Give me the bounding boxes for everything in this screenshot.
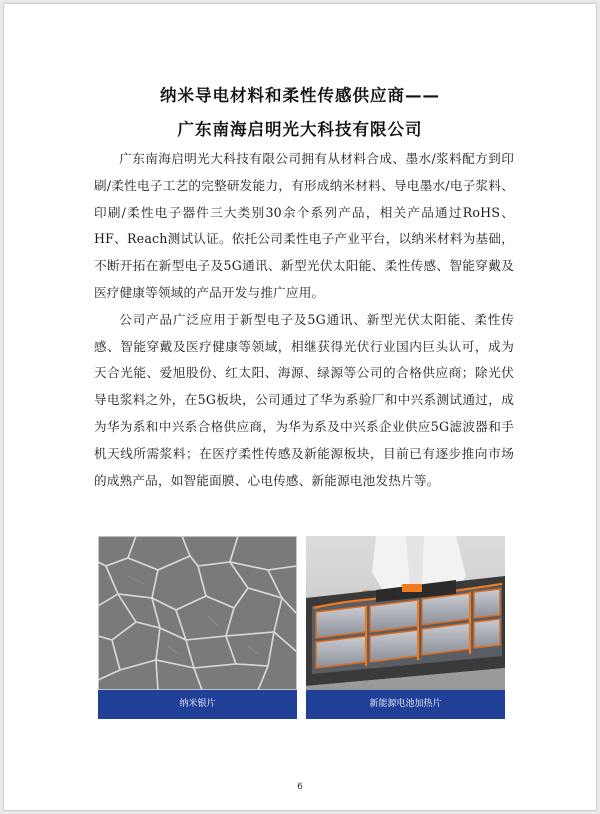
figure-caption: 纳米银片 (98, 690, 297, 719)
document-title-line-2: 广东南海启明光大科技有限公司 (177, 120, 423, 139)
nano-silver-micrograph-image (98, 536, 297, 690)
page-number: 6 (297, 782, 303, 792)
battery-pack-image (306, 536, 505, 690)
figure-nano-silver (98, 536, 297, 719)
figure-caption: 新能源电池加热片 (306, 690, 505, 719)
figure-battery-heater (306, 536, 505, 719)
paragraph-1: 广东南海启明光大科技有限公司拥有从材料合成、墨水/浆料配方到印刷/柔性电子工艺的完整研发能力，有形成纳米材料、导电墨水/电子浆料、印刷/柔性电子器件三大类别30余个系列产品，相关产品通过RoHS、HF、Reach测试认证。依托公司柔性电子产业平台，以纳米材料为基础，不断开拓在新型电子及5G通讯、新型光伏太阳能、柔性传感、智能穿戴及医疗健康等领域的产品开发与推广应用。 (94, 151, 514, 300)
document-page (4, 4, 596, 810)
paragraph-2: 公司产品广泛应用于新型电子及5G通讯、新型光伏太阳能、柔性传感、智能穿戴及医疗健康等领域，相继获得光伏行业国内巨头认可，成为天合光能、爱旭股份、红太阳、海源、绿源等公司的合格供应商；除光伏导电浆料之外，在5G板块，公司通过了华为系验厂和中兴系测试通过，成为华为系和中兴系合格供应商，为华为系及中兴系企业供应5G滤波器和手机天线所需浆料；在医疗柔性传感及新能源板块，目前已有逐步推向市场的成熟产品，如智能面膜、心电传感、新能源电池发热片等。 (94, 311, 514, 488)
document-title-line-1: 纳米导电材料和柔性传感供应商—— (160, 86, 440, 105)
body-text (94, 146, 514, 494)
